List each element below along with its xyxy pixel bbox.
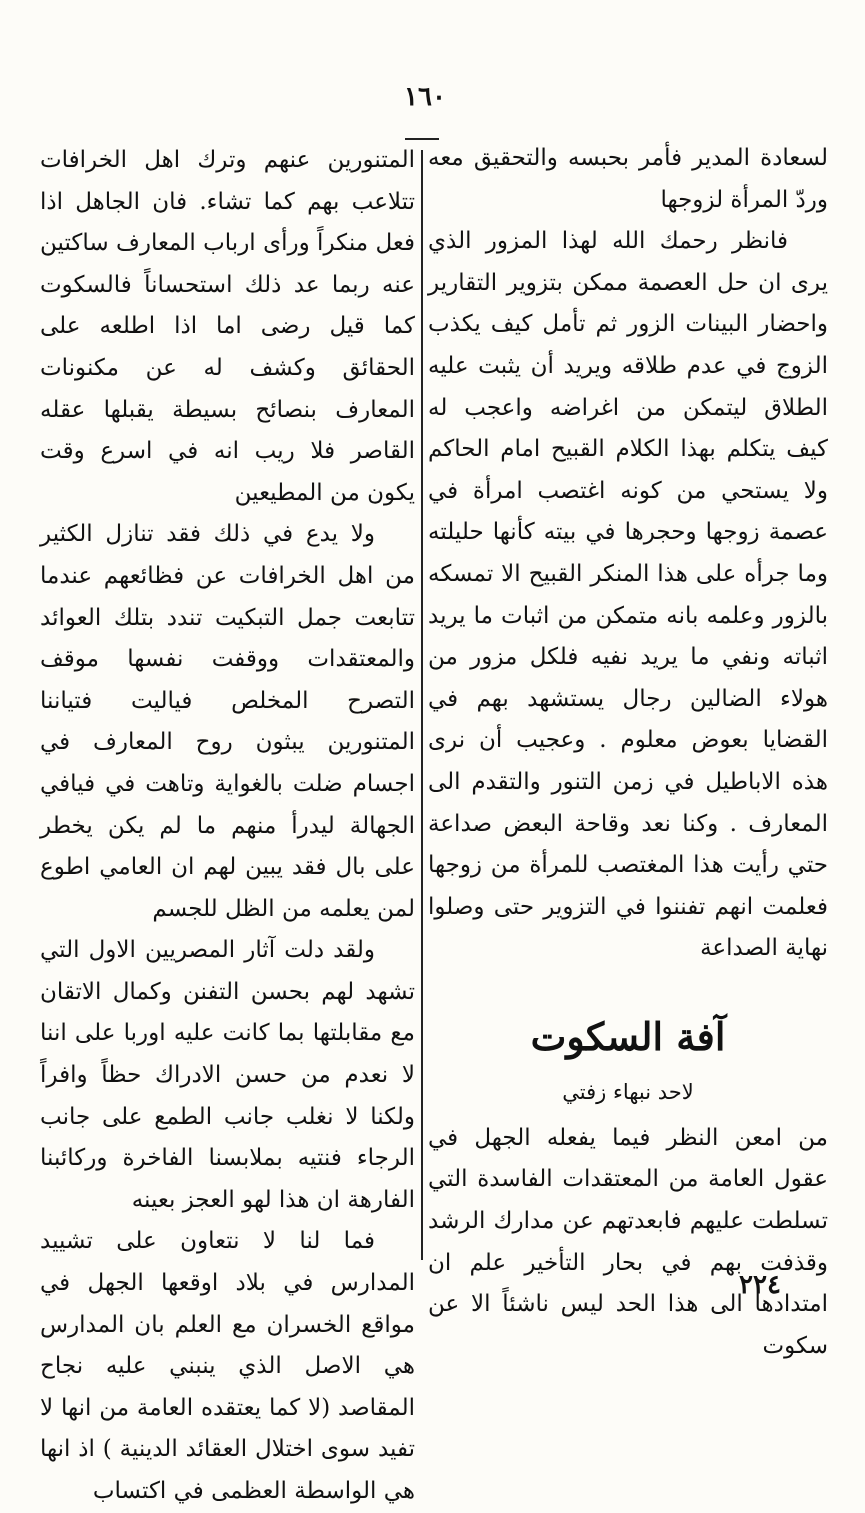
paragraph: لسعادة المدير فأمر بحبسه والتحقيق معه وردّ المرأة لزوجها xyxy=(428,145,828,213)
paragraph: ولقد دلت آثار المصريين الاول التي تشهد لهم بحسن التفنن وكمال الاتقان مع مقابلتها بما كانت عليه اوربا على اننا لا نعدم من حسن الادراك حظاً وافراً ولكنا لا نغلب جانب الطمع على جانب الرجاء فنتيه بملابسنا الفاخرة وركائبنا الفارهة ان هذا لهو العجز بعينه xyxy=(40,937,415,1213)
paragraph: من امعن النظر فيما يفعله الجهل في عقول العامة من المعتقدات الفاسدة التي تسلطت عليهم فابعدتهم عن مدارك الرشد وقذفت بهم في بحار التأخير علم ان امتدادها الى هذا الحد ليس ناشئاً الا عن سكوت xyxy=(428,1124,828,1359)
paragraph: فما لنا لا نتعاون على تشييد المدارس في بلاد اوقعها الجهل في مواقع الخسران مع العلم بان المدارس هي الاصل الذي ينبني عليه نجاح المقاصد (لا كما يعتقده العامة من انها لا تفيد سوى اختلال العقائد الدينية ) اذ انها هي الواسطة العظمى في اكتساب xyxy=(40,1228,415,1504)
right-column xyxy=(428,138,828,1367)
paragraph: ولا يدع في ذلك فقد تنازل الكثير من اهل الخرافات عن فظائعهم عندما تتابعت جمل التبكيت تندد بتلك العوائد والمعتقدات ووقفت نفسها موقف التصرح المخلص فياليت فتياننا المتنورين يبثون روح المعارف في اجسام ضلت بالغواية وتاهت في فيافي الجهالة ليدرأ منهم ما لم يكن يخطر على بال فقد يبين لهم ان العامي اطوع لمن يعلمه من الظل للجسم xyxy=(40,521,415,922)
column-divider xyxy=(421,150,423,1260)
page-footer-number: ٢٢٤ xyxy=(739,1270,781,1300)
article-title: آفة السكوت xyxy=(530,1013,726,1059)
page-header-number: ١٦٠ xyxy=(404,82,446,112)
left-column xyxy=(40,140,415,1513)
paragraph: فانظر رحمك الله لهذا المزور الذي يرى ان حل العصمة ممكن بتزوير التقارير واحضار البينات الزور ثم تأمل كيف يكذب الزوج في عدم طلاقه ويريد أن يثبت عليه الطلاق ليتمكن من اغراضه واعجب له كيف يتكلم بهذا الكلام القبيح امام الحاكم ولا يستحي من كونه اغتصب امرأة في عصمة زوجها وحجرها في بيته كأنها حليلته وما جرأه على هذا المنكر القبيح الا تمسكه بالزور وعلمه بانه متمكن من اثبات ما يريد اثباته ونفي ما يريد نفيه فلكل مزور من هولاء الضالين رجال يستشهد بهم في القضايا بعوض معلوم . وعجيب أن نرى هذه الاباطيل في زمن التنور والتقدم الى المعارف . وكنا نعد وقاحة البعض صداعة حتي رأيت هذا المغتصب للمرأة من زوجها فعلمت انهم تفننوا في التزوير حتى وصلوا نهاية الصداعة xyxy=(428,228,828,962)
paragraph: المتنورين عنهم وترك اهل الخرافات تتلاعب بهم كما تشاء. فان الجاهل اذا فعل منكراً ورأى ارباب المعارف ساكتين عنه ربما عد ذلك استحساناً فالسكوت كما قيل رضى اما اذا اطلعه على الحقائق وكشف له عن مكنونات المعارف بنصائح بسيطة يقبلها عقله القاصر فلا ريب انه في اسرع وقت يكون من المطيعين xyxy=(40,147,415,506)
article-byline: لاحد نبهاء زفتي xyxy=(562,1079,694,1104)
